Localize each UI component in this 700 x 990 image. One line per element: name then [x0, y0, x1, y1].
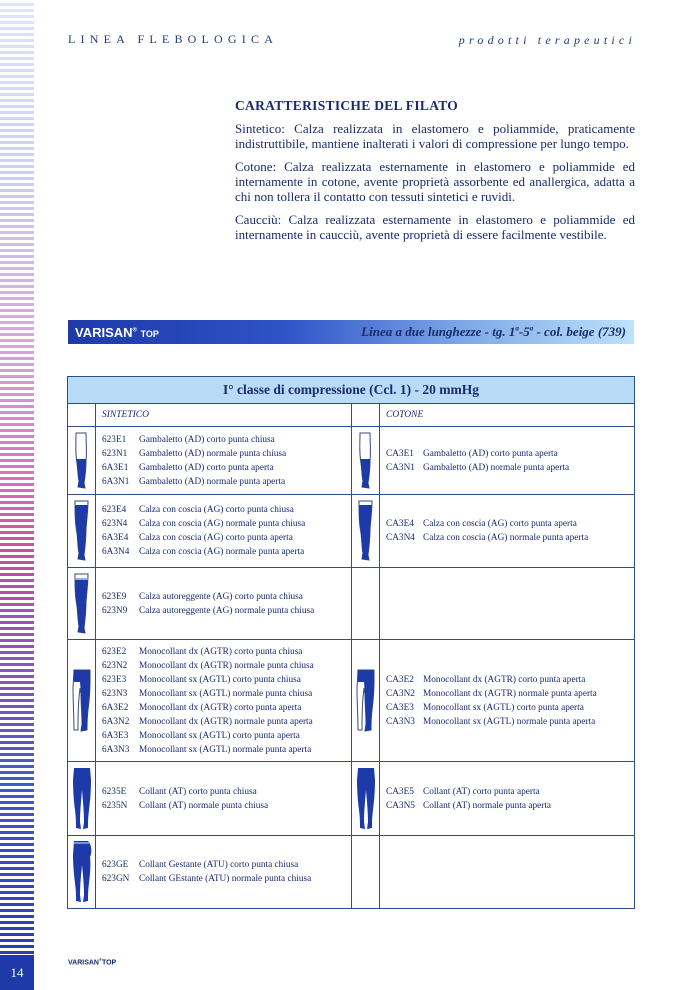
header-section-title: prodotti terapeutici [458, 33, 636, 47]
header-line-title: LINEA FLEBOLOGICA [68, 32, 279, 46]
product-description: Monocollant dx (AGTR) normale punta chiusa [139, 660, 314, 671]
thigh-stocking-icon [352, 495, 380, 568]
product-item [386, 701, 634, 715]
product-description: Calza con coscia (AG) normale punta aperta [423, 533, 589, 543]
table-row [68, 640, 635, 762]
table-caption: I° classe di compressione (Ccl. 1) - 20 mmHg [68, 377, 635, 404]
compression-class-table [67, 376, 635, 909]
product-code: 6A3E4 [102, 533, 129, 543]
product-description: Gambaletto (AD) corto punta aperta [139, 462, 274, 473]
product-code: 623E2 [102, 646, 127, 657]
product-description: Gambaletto (AD) normale punta aperta [139, 476, 286, 487]
product-item [102, 799, 351, 813]
yarn-characteristics [235, 98, 635, 250]
table-row [68, 836, 635, 909]
maternity-tights-icon [68, 836, 96, 909]
knee-stocking-icon [352, 427, 380, 495]
product-item [102, 475, 351, 489]
product-description: Calza con coscia (AG) corto punta aperta [139, 533, 293, 543]
product-item [102, 503, 351, 517]
thigh-stocking-icon [68, 495, 96, 568]
product-description: Gambaletto (AD) normale punta chiusa [139, 448, 287, 459]
product-code: 6A3N2 [102, 716, 130, 727]
product-code: 6235E [102, 786, 127, 797]
product-item [102, 673, 351, 687]
product-description: Collant (AT) normale punta chiusa [139, 800, 269, 811]
product-description: Calza con coscia (AG) normale punta aperta [139, 547, 305, 557]
product-description: Monocollant dx (AGTR) normale punta aperta [139, 716, 313, 727]
product-description: Monocollant sx (AGTL) normale punta chiusa [139, 688, 313, 699]
product-item [386, 673, 634, 687]
product-description: Collant (AT) normale punta aperta [423, 800, 552, 811]
product-code: 623N4 [102, 519, 128, 529]
product-description: Calza con coscia (AG) corto punta aperta [423, 519, 577, 529]
yarn-heading: CARATTERISTICHE DEL FILATO [235, 98, 459, 113]
product-description: Gambaletto (AD) normale punta aperta [423, 462, 570, 473]
product-code: CA3E4 [386, 519, 414, 529]
product-item [102, 743, 351, 757]
product-code: 623N9 [102, 605, 128, 616]
brand-title: VARISAN® TOP [75, 324, 159, 340]
product-code: CA3E2 [386, 674, 414, 685]
product-description: Collant (AT) corto punta chiusa [139, 786, 257, 797]
product-item [102, 433, 351, 447]
product-code: CA3N5 [386, 800, 415, 811]
product-code: CA3N1 [386, 462, 415, 473]
product-code: 6A3N1 [102, 476, 130, 487]
product-item [386, 785, 634, 799]
product-item [102, 604, 351, 618]
product-description: Monocollant sx (AGTL) corto punta aperta [423, 702, 584, 713]
product-item [102, 590, 351, 604]
product-code: CA3E5 [386, 786, 414, 797]
product-code: 623N3 [102, 688, 128, 699]
column-header-cotton: COTONE [380, 404, 635, 427]
hold-up-stocking-icon [68, 568, 96, 640]
product-description: Gambaletto (AD) corto punta aperta [423, 448, 558, 459]
product-item [386, 461, 634, 475]
product-item [102, 729, 351, 743]
product-item [386, 517, 634, 531]
product-item [386, 687, 634, 701]
product-item [386, 447, 634, 461]
product-description: Gambaletto (AD) corto punta chiusa [139, 434, 275, 445]
product-item [102, 659, 351, 673]
product-description: Monocollant sx (AGTL) corto punta aperta [139, 730, 300, 741]
product-code: 623N1 [102, 448, 128, 459]
product-item [102, 687, 351, 701]
product-code: 623E3 [102, 674, 127, 685]
product-description: Collant Gestante (ATU) corto punta chiusa [139, 860, 299, 870]
product-code: 623E1 [102, 434, 127, 445]
product-code: CA3N2 [386, 688, 415, 699]
single-leg-tights-icon [68, 640, 96, 762]
yarn-cotton-paragraph: Cotone: Calza realizzata esternamente in elastomero e poliammide ed internamente in cotone, avente proprietà assorbente ed anallergica, adatta a chi non tollera il contatto con tessuti sintetici e ruvidi. [235, 159, 635, 204]
decorative-stripe-bar [0, 0, 34, 990]
product-description: Calza autoreggente (AG) normale punta chiusa [139, 605, 315, 616]
table-row [68, 427, 635, 495]
table-row [68, 495, 635, 568]
product-item [102, 461, 351, 475]
product-item [102, 447, 351, 461]
product-description: Calza con coscia (AG) corto punta chiusa [139, 505, 294, 515]
yarn-rubber-paragraph: Caucciù: Calza realizzata esternamente in elastomero e poliammide ed internamente in caucciù, avente proprietà di essere facilmente vestibile. [235, 212, 635, 242]
product-code: 623GE [102, 860, 129, 870]
knee-stocking-icon [68, 427, 96, 495]
product-code: 6A3E1 [102, 462, 129, 473]
product-description: Monocollant dx (AGTR) corto punta aperta [423, 674, 586, 685]
product-item [102, 785, 351, 799]
product-code: 6A3E3 [102, 730, 129, 741]
table-row [68, 762, 635, 836]
product-description: Monocollant dx (AGTR) corto punta chiusa [139, 646, 303, 657]
product-code: CA3N4 [386, 533, 415, 543]
product-description: Collant (AT) corto punta aperta [423, 786, 540, 797]
product-item [386, 715, 634, 729]
product-code: CA3N3 [386, 716, 415, 727]
product-code: 623N2 [102, 660, 128, 671]
product-code: CA3E3 [386, 702, 414, 713]
line-description: Linea a due lunghezze - tg. 1$^a$-5$^a$ - col. beige (739) [361, 324, 626, 339]
product-item [102, 858, 351, 872]
product-description: Monocollant sx (AGTL) normale punta aperta [139, 744, 312, 755]
product-item [102, 531, 351, 545]
product-item [102, 517, 351, 531]
product-description: Monocollant dx (AGTR) normale punta aperta [423, 688, 597, 699]
product-item [102, 872, 351, 886]
product-code: 623GN [102, 874, 130, 884]
product-description: Monocollant sx (AGTL) corto punta chiusa [139, 674, 301, 685]
tights-icon [68, 762, 96, 836]
product-code: 6A3N4 [102, 547, 130, 557]
product-description: Monocollant sx (AGTL) normale punta aperta [423, 716, 596, 727]
footer-brand: VARISAN®TOP [68, 957, 117, 967]
product-item [386, 531, 634, 545]
product-description: Calza con coscia (AG) normale punta chiusa [139, 519, 306, 529]
product-code: 6A3N3 [102, 744, 130, 755]
product-code: 623E9 [102, 591, 127, 602]
single-leg-tights-icon [352, 640, 380, 762]
product-item [102, 715, 351, 729]
product-item [102, 645, 351, 659]
product-item [386, 799, 634, 813]
product-description: Calza autoreggente (AG) corto punta chiusa [139, 591, 303, 602]
tights-icon [352, 762, 380, 836]
product-description: Collant GEstante (ATU) normale punta chiusa [139, 874, 312, 884]
product-item [102, 701, 351, 715]
product-code: 623E4 [102, 505, 127, 515]
page-number: 14 [0, 955, 34, 990]
product-code: 6A3E2 [102, 702, 129, 713]
table-row [68, 568, 635, 640]
product-code: CA3E1 [386, 448, 414, 459]
product-item [102, 545, 351, 559]
product-banner [68, 320, 634, 344]
column-header-synthetic: SINTETICO [96, 404, 352, 427]
product-code: 6235N [102, 800, 128, 811]
product-description: Monocollant dx (AGTR) corto punta aperta [139, 702, 302, 713]
yarn-synthetic-paragraph: Sintetico: Calza realizzata in elastomero e poliammide, praticamente indistruttibile, mantiene inalterati i valori di compressione per lungo tempo. [235, 121, 635, 151]
